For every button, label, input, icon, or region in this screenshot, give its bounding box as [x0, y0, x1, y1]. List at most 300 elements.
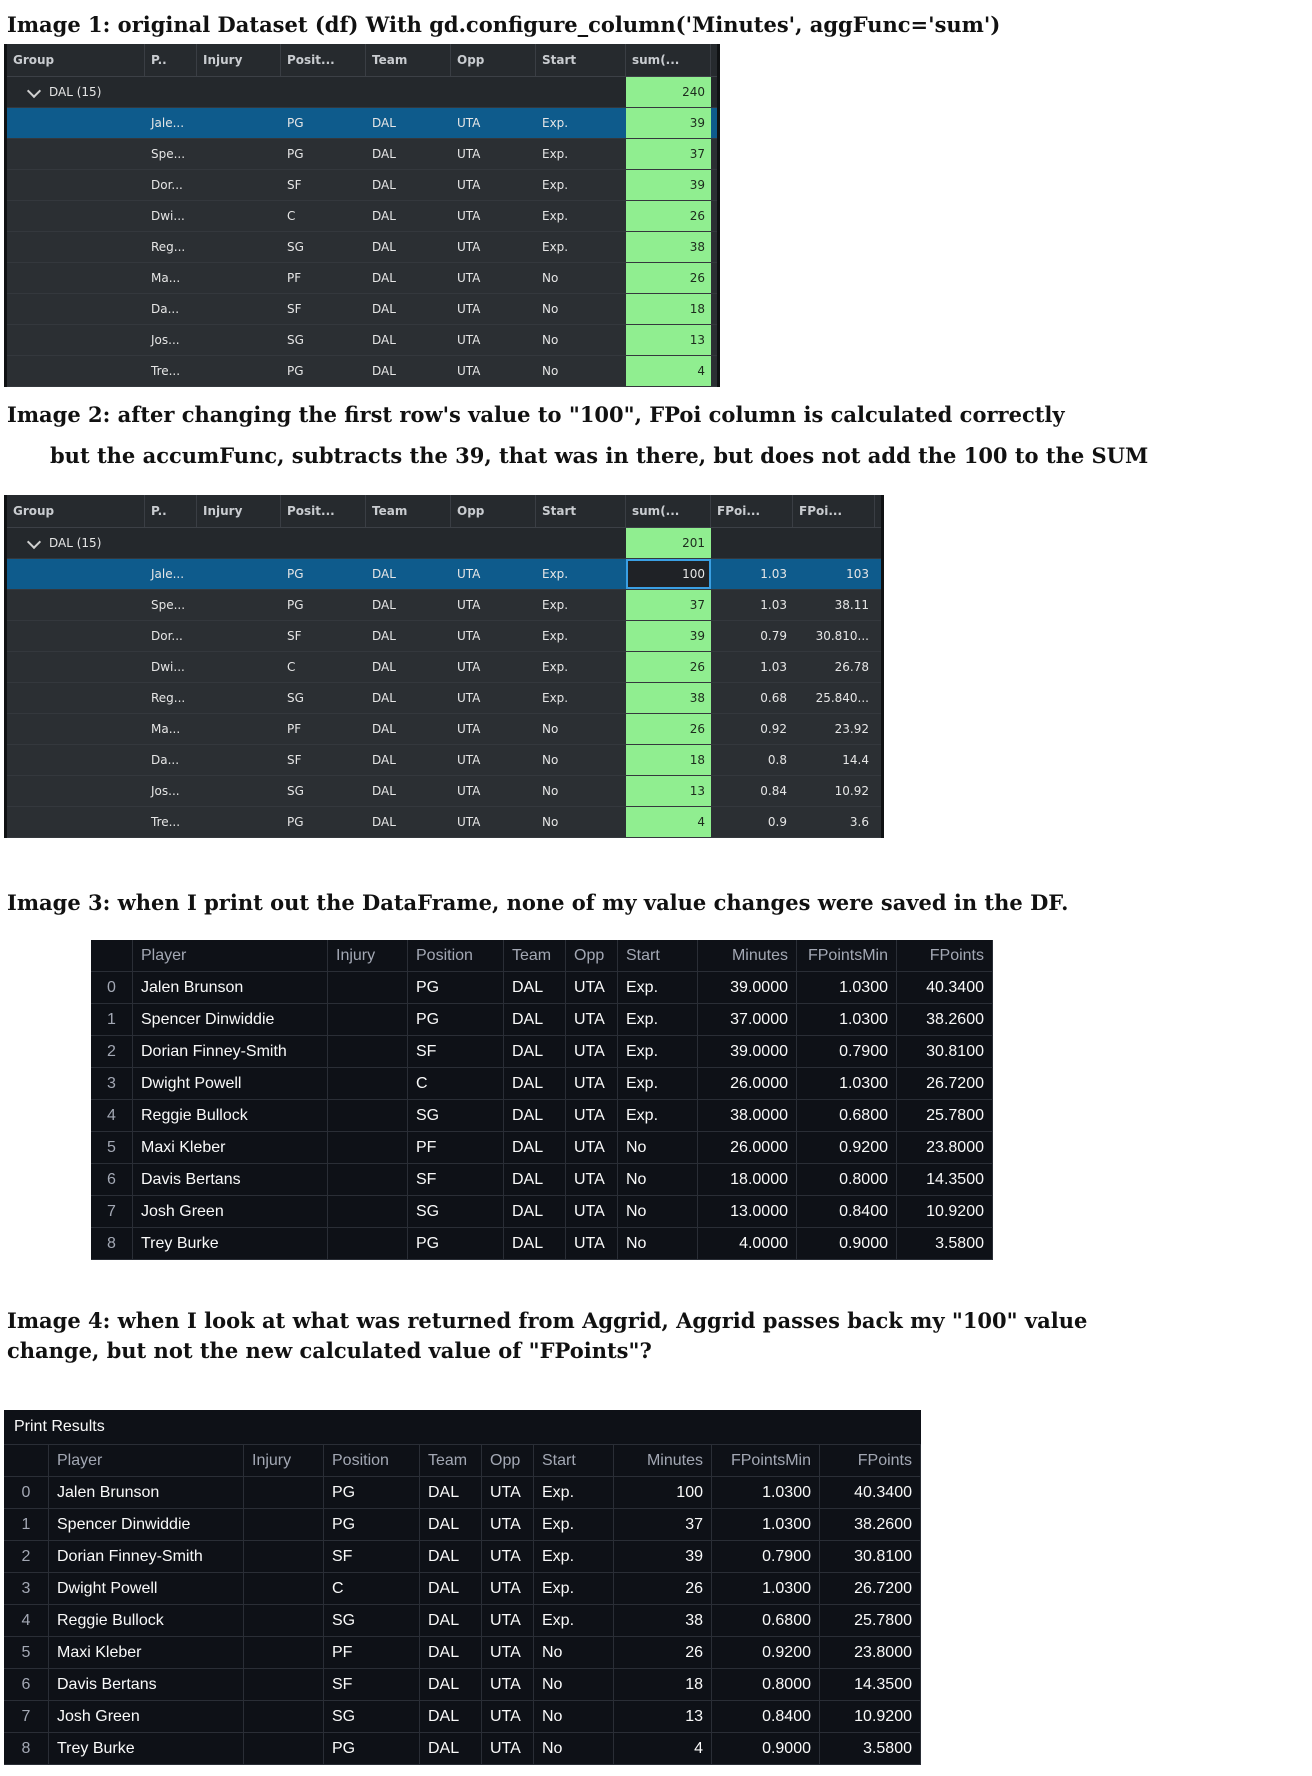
table-cell[interactable]: C [287, 660, 296, 674]
table-cell: Josh Green [49, 1701, 244, 1732]
table-cell[interactable]: DAL [372, 333, 396, 347]
table-cell: Josh Green [133, 1196, 328, 1227]
table-cell[interactable]: 38 [626, 232, 711, 262]
row-index: 6 [91, 1164, 133, 1195]
row-index: 5 [4, 1637, 49, 1668]
table-cell: 0.6800 [712, 1605, 820, 1636]
table-cell[interactable]: Exp. [542, 691, 569, 705]
table-cell[interactable]: Spe... [151, 598, 186, 612]
table-cell[interactable]: UTA [457, 209, 481, 223]
row-index: 1 [91, 1004, 133, 1035]
row-index: 3 [4, 1573, 49, 1604]
table-cell[interactable]: 13 [626, 776, 711, 806]
table-cell[interactable]: 1.03 [760, 660, 787, 674]
table-cell[interactable] [197, 201, 281, 231]
table-cell[interactable]: DAL [372, 364, 396, 378]
table-cell[interactable]: Ma... [151, 271, 181, 285]
group-sum-cell: 201 [626, 528, 711, 558]
table-row[interactable] [7, 294, 717, 325]
table-row[interactable] [7, 232, 717, 263]
table-cell[interactable]: 0.92 [760, 722, 787, 736]
table-row [4, 1669, 921, 1701]
table-cell: UTA [482, 1637, 534, 1668]
table-row[interactable] [7, 590, 881, 621]
table-cell[interactable] [197, 263, 281, 293]
table-cell: Exp. [534, 1605, 614, 1636]
table-cell: Jalen Brunson [49, 1477, 244, 1508]
table-cell[interactable]: Exp. [542, 567, 569, 581]
table-cell [328, 1228, 408, 1259]
table-row[interactable] [7, 807, 881, 838]
table-cell[interactable]: UTA [457, 722, 481, 736]
table-cell[interactable]: Exp. [542, 116, 569, 130]
column-header[interactable]: Team [366, 44, 451, 76]
table-cell[interactable]: No [542, 753, 559, 767]
column-header[interactable]: sum(... [626, 44, 711, 76]
table-cell[interactable]: UTA [457, 753, 481, 767]
table-cell[interactable]: SF [287, 178, 302, 192]
table-cell[interactable]: SF [287, 629, 302, 643]
table-row[interactable] [7, 325, 717, 356]
table-cell: Spencer Dinwiddie [49, 1509, 244, 1540]
column-header[interactable]: Posit... [281, 495, 366, 527]
table-cell: Exp. [618, 972, 698, 1003]
group-spacer-cell [7, 263, 145, 293]
table-cell[interactable]: Exp. [542, 629, 569, 643]
table-cell [328, 1004, 408, 1035]
table-cell[interactable]: UTA [457, 240, 481, 254]
table-cell: UTA [566, 1100, 618, 1131]
table-cell[interactable]: DAL [372, 753, 396, 767]
table-cell[interactable]: DAL [372, 116, 396, 130]
table-cell[interactable]: UTA [457, 116, 481, 130]
table-cell[interactable] [197, 170, 281, 200]
table-row [91, 1004, 993, 1036]
table-cell[interactable]: UTA [457, 784, 481, 798]
table-cell[interactable] [197, 652, 281, 682]
table-cell: DAL [420, 1701, 482, 1732]
table-cell: 0.8000 [797, 1164, 897, 1195]
table-cell[interactable]: SF [287, 302, 302, 316]
column-header[interactable]: Injury [197, 495, 281, 527]
table-cell: 30.8100 [820, 1541, 921, 1572]
table-row[interactable] [7, 170, 717, 201]
table-cell [328, 1164, 408, 1195]
table-cell: UTA [566, 1036, 618, 1067]
table-cell: UTA [482, 1541, 534, 1572]
table-cell[interactable]: Ma... [151, 722, 181, 736]
table-cell: 18.0000 [698, 1164, 797, 1195]
chevron-down-icon[interactable] [27, 84, 41, 98]
column-header[interactable]: Start [536, 495, 626, 527]
table-cell[interactable]: DAL [372, 209, 396, 223]
table-cell[interactable]: DAL [372, 629, 396, 643]
table-cell: PF [408, 1132, 504, 1163]
table-cell: DAL [420, 1669, 482, 1700]
table-cell: UTA [566, 1004, 618, 1035]
table-cell[interactable]: DAL [372, 178, 396, 192]
row-index: 0 [4, 1477, 49, 1508]
table-cell[interactable]: PG [287, 815, 304, 829]
table-cell[interactable]: Jos... [151, 333, 180, 347]
table-row [91, 1036, 993, 1068]
table-cell[interactable]: Tre... [151, 815, 181, 829]
table-cell: 0.9200 [797, 1132, 897, 1163]
table-row [4, 1477, 921, 1509]
table-cell[interactable]: 3.6 [849, 815, 869, 829]
table-cell[interactable]: 4 [626, 807, 711, 837]
table-cell[interactable]: DAL [372, 147, 396, 161]
table-cell: SF [324, 1669, 420, 1700]
table-cell [244, 1605, 324, 1636]
table-cell[interactable]: Exp. [542, 660, 569, 674]
column-header[interactable]: Team [420, 1445, 482, 1476]
column-header[interactable] [91, 940, 133, 971]
table-cell[interactable]: 39 [626, 621, 711, 651]
column-header[interactable]: Position [324, 1445, 420, 1476]
group-row[interactable] [7, 528, 881, 559]
column-header[interactable]: Posit... [281, 44, 366, 76]
column-header[interactable]: FPoi... [711, 495, 793, 527]
table-cell[interactable]: 1.03 [760, 567, 787, 581]
table-cell: DAL [504, 1100, 566, 1131]
table-cell[interactable] [197, 559, 281, 589]
column-header[interactable]: Team [366, 495, 451, 527]
table-cell: DAL [504, 972, 566, 1003]
table-cell[interactable]: SG [287, 240, 304, 254]
table-cell[interactable]: Exp. [542, 178, 569, 192]
table-cell[interactable]: Jale... [151, 567, 185, 581]
group-cell[interactable] [7, 528, 626, 558]
table-cell: Dwight Powell [133, 1068, 328, 1099]
group-row[interactable] [7, 77, 717, 108]
table-cell[interactable]: 14.4 [842, 753, 869, 767]
table-cell: UTA [566, 1228, 618, 1259]
table-cell[interactable]: 38 [626, 683, 711, 713]
table-cell[interactable]: 37 [626, 590, 711, 620]
table-cell[interactable]: 39 [626, 108, 711, 138]
table-cell[interactable]: 0.84 [760, 784, 787, 798]
table-row[interactable] [7, 776, 881, 807]
table-cell[interactable] [197, 232, 281, 262]
table-cell: DAL [420, 1509, 482, 1540]
caption-image-3: Image 3: when I print out the DataFrame, none of my value changes were saved in the DF. [7, 890, 1069, 915]
table-cell: No [618, 1132, 698, 1163]
table-cell[interactable]: UTA [457, 178, 481, 192]
table-cell[interactable]: 26.78 [834, 660, 869, 674]
table-cell: 26.0000 [698, 1132, 797, 1163]
table-cell[interactable]: 0.79 [760, 629, 787, 643]
table-cell[interactable]: 23.92 [834, 722, 869, 736]
table-cell[interactable] [197, 807, 281, 837]
table-cell[interactable]: 1.03 [760, 598, 787, 612]
column-header[interactable]: Injury [197, 44, 281, 76]
table-cell[interactable]: 18 [626, 745, 711, 775]
table-cell[interactable] [197, 776, 281, 806]
table-row[interactable] [7, 652, 881, 683]
aggrid-returned-dataframe [4, 1410, 921, 1765]
table-cell[interactable]: 26 [626, 652, 711, 682]
table-row [91, 1100, 993, 1132]
table-cell[interactable]: Spe... [151, 147, 186, 161]
table-cell[interactable]: UTA [457, 660, 481, 674]
table-cell[interactable]: 39 [626, 170, 711, 200]
column-header[interactable]: Player [49, 1445, 244, 1476]
table-cell: Exp. [618, 1004, 698, 1035]
column-header[interactable]: Injury [328, 940, 408, 971]
table-cell[interactable]: No [542, 333, 559, 347]
table-cell [328, 1068, 408, 1099]
table-cell[interactable]: 25.840... [815, 691, 869, 705]
column-header[interactable]: FPointsMin [797, 940, 897, 971]
table-cell[interactable] [197, 139, 281, 169]
table-cell[interactable]: UTA [457, 271, 481, 285]
table-cell[interactable]: DAL [372, 722, 396, 736]
table-cell[interactable]: UTA [457, 333, 481, 347]
column-header[interactable]: Minutes [698, 940, 797, 971]
table-cell[interactable]: Dwi... [151, 660, 185, 674]
column-header[interactable]: Start [618, 940, 698, 971]
table-cell[interactable]: No [542, 722, 559, 736]
table-cell[interactable]: Da... [151, 753, 180, 767]
table-cell[interactable] [197, 745, 281, 775]
table-cell[interactable]: SF [287, 753, 302, 767]
table-cell[interactable] [197, 356, 281, 386]
table-cell[interactable]: Exp. [542, 147, 569, 161]
column-header[interactable]: Minutes [614, 1445, 712, 1476]
table-row[interactable] [7, 621, 881, 652]
table-cell[interactable]: 26 [626, 263, 711, 293]
table-cell[interactable]: PG [287, 116, 304, 130]
table-cell[interactable] [197, 683, 281, 713]
table-cell [244, 1637, 324, 1668]
table-cell[interactable]: UTA [457, 629, 481, 643]
table-cell: 0.8000 [712, 1669, 820, 1700]
table-cell[interactable]: SG [287, 691, 304, 705]
table-cell[interactable]: 26 [626, 714, 711, 744]
column-header[interactable]: Opp [451, 495, 536, 527]
table-cell: DAL [504, 1228, 566, 1259]
table-cell[interactable]: DAL [372, 660, 396, 674]
table-cell[interactable]: PF [287, 271, 302, 285]
table-cell: 0.9200 [712, 1637, 820, 1668]
table-cell[interactable]: SG [287, 333, 304, 347]
group-spacer-cell [7, 714, 145, 744]
table-cell[interactable]: 10.92 [834, 784, 869, 798]
table-cell[interactable]: 0.68 [760, 691, 787, 705]
column-header[interactable]: Position [408, 940, 504, 971]
table-cell[interactable]: Exp. [542, 240, 569, 254]
table-cell[interactable]: PG [287, 147, 304, 161]
table-cell: 18 [614, 1669, 712, 1700]
column-header[interactable]: Opp [566, 940, 618, 971]
table-cell[interactable]: No [542, 815, 559, 829]
column-header[interactable]: FPoi... [793, 495, 875, 527]
table-cell[interactable]: 13 [626, 325, 711, 355]
table-cell: No [618, 1196, 698, 1227]
table-cell: PG [408, 1228, 504, 1259]
table-row [4, 1573, 921, 1605]
column-header[interactable]: Start [534, 1445, 614, 1476]
table-cell: Trey Burke [133, 1228, 328, 1259]
table-cell [328, 1036, 408, 1067]
table-cell[interactable]: DAL [372, 691, 396, 705]
table-cell[interactable]: Reg... [151, 691, 186, 705]
group-spacer-cell [7, 559, 145, 589]
chevron-down-icon[interactable] [27, 535, 41, 549]
table-row[interactable] [7, 139, 717, 170]
table-cell[interactable]: Reg... [151, 240, 186, 254]
table-cell[interactable]: DAL [372, 784, 396, 798]
grid-header-row [7, 495, 881, 528]
table-cell [328, 972, 408, 1003]
table-cell: 38.2600 [897, 1004, 993, 1035]
table-cell[interactable]: 30.810... [815, 629, 869, 643]
table-cell: Exp. [534, 1573, 614, 1604]
table-cell[interactable]: 100 [626, 559, 711, 589]
table-cell: 4.0000 [698, 1228, 797, 1259]
table-cell[interactable] [197, 590, 281, 620]
group-spacer-cell [7, 356, 145, 386]
table-cell: No [534, 1637, 614, 1668]
table-cell: 0.9000 [797, 1228, 897, 1259]
table-cell[interactable]: PG [287, 567, 304, 581]
table-row[interactable] [7, 201, 717, 232]
table-cell[interactable]: UTA [457, 567, 481, 581]
table-cell: Trey Burke [49, 1733, 244, 1764]
table-cell[interactable]: 37 [626, 139, 711, 169]
column-header[interactable]: P.. [145, 495, 197, 527]
table-cell: DAL [504, 1036, 566, 1067]
group-spacer-cell [7, 745, 145, 775]
table-cell: UTA [482, 1509, 534, 1540]
table-row[interactable] [7, 745, 881, 776]
table-cell[interactable]: UTA [457, 364, 481, 378]
column-header[interactable] [4, 1445, 49, 1476]
table-cell[interactable]: PG [287, 598, 304, 612]
table-cell[interactable]: 4 [626, 356, 711, 386]
table-cell[interactable] [197, 621, 281, 651]
table-cell[interactable]: UTA [457, 691, 481, 705]
table-cell[interactable]: DAL [372, 240, 396, 254]
table-row [4, 1637, 921, 1669]
table-cell: PG [408, 972, 504, 1003]
table-cell[interactable]: SG [287, 784, 304, 798]
column-header[interactable]: FPoints [897, 940, 993, 971]
table-cell[interactable]: 0.8 [767, 753, 787, 767]
group-cell[interactable] [7, 77, 626, 107]
group-spacer-cell [7, 325, 145, 355]
table-cell[interactable]: C [287, 209, 296, 223]
table-cell[interactable] [197, 714, 281, 744]
table-row[interactable] [7, 559, 881, 590]
column-header[interactable]: Opp [482, 1445, 534, 1476]
table-cell[interactable]: Jale... [151, 116, 185, 130]
table-cell: 23.8000 [820, 1637, 921, 1668]
table-cell[interactable]: Jos... [151, 784, 180, 798]
table-cell[interactable]: 26 [626, 201, 711, 231]
column-header[interactable]: Opp [451, 44, 536, 76]
column-header[interactable]: FPointsMin [712, 1445, 820, 1476]
table-cell[interactable]: DAL [372, 302, 396, 316]
table-cell[interactable]: 0.9 [767, 815, 787, 829]
table-cell: 0.7900 [712, 1541, 820, 1572]
table-cell[interactable]: 38.11 [834, 598, 869, 612]
table-cell: DAL [504, 1196, 566, 1227]
column-header[interactable]: Player [133, 940, 328, 971]
table-cell[interactable]: No [542, 302, 559, 316]
table-cell [244, 1701, 324, 1732]
table-cell[interactable] [197, 325, 281, 355]
column-header[interactable]: Group [7, 495, 145, 527]
table-cell[interactable]: Dor... [151, 178, 183, 192]
table-cell[interactable]: UTA [457, 815, 481, 829]
table-cell[interactable]: Dwi... [151, 209, 185, 223]
table-row[interactable] [7, 108, 717, 139]
table-cell[interactable]: DAL [372, 271, 396, 285]
table-cell[interactable]: PG [287, 364, 304, 378]
column-header[interactable]: Injury [244, 1445, 324, 1476]
table-cell: 1.0300 [797, 1004, 897, 1035]
table-row [4, 1605, 921, 1637]
table-cell: 37.0000 [698, 1004, 797, 1035]
table-cell[interactable]: UTA [457, 147, 481, 161]
table-cell[interactable]: Da... [151, 302, 180, 316]
column-header[interactable]: FPoints [820, 1445, 921, 1476]
table-cell: Exp. [534, 1541, 614, 1572]
table-row[interactable] [7, 356, 717, 387]
row-index: 4 [91, 1100, 133, 1131]
table-cell[interactable]: No [542, 784, 559, 798]
table-cell: 0.8400 [712, 1701, 820, 1732]
table-row[interactable] [7, 683, 881, 714]
table-row[interactable] [7, 714, 881, 745]
table-cell: 10.9200 [897, 1196, 993, 1227]
table-cell[interactable]: No [542, 271, 559, 285]
table-cell: 1.0300 [712, 1477, 820, 1508]
column-header[interactable]: Start [536, 44, 626, 76]
column-header[interactable]: sum(... [626, 495, 711, 527]
table-cell[interactable] [197, 108, 281, 138]
table-cell: 23.8000 [897, 1132, 993, 1163]
table-cell[interactable]: DAL [372, 567, 396, 581]
row-index: 7 [91, 1196, 133, 1227]
table-cell[interactable]: UTA [457, 598, 481, 612]
table-cell: Jalen Brunson [133, 972, 328, 1003]
table-cell[interactable]: UTA [457, 302, 481, 316]
column-header[interactable]: Team [504, 940, 566, 971]
table-cell[interactable]: 18 [626, 294, 711, 324]
table-cell[interactable]: PF [287, 722, 302, 736]
table-row[interactable] [7, 263, 717, 294]
table-cell[interactable]: Tre... [151, 364, 181, 378]
table-cell: 0.8400 [797, 1196, 897, 1227]
table-cell[interactable]: Exp. [542, 209, 569, 223]
column-header[interactable]: Group [7, 44, 145, 76]
table-cell[interactable]: DAL [372, 598, 396, 612]
table-cell[interactable]: 103 [846, 567, 869, 581]
table-cell: UTA [566, 972, 618, 1003]
table-cell: C [324, 1573, 420, 1604]
row-index: 2 [91, 1036, 133, 1067]
column-header[interactable]: P.. [145, 44, 197, 76]
table-cell[interactable]: Dor... [151, 629, 183, 643]
row-index: 4 [4, 1605, 49, 1636]
table-cell[interactable]: DAL [372, 815, 396, 829]
table-cell[interactable]: No [542, 364, 559, 378]
table-cell[interactable] [197, 294, 281, 324]
table-cell[interactable]: Exp. [542, 598, 569, 612]
